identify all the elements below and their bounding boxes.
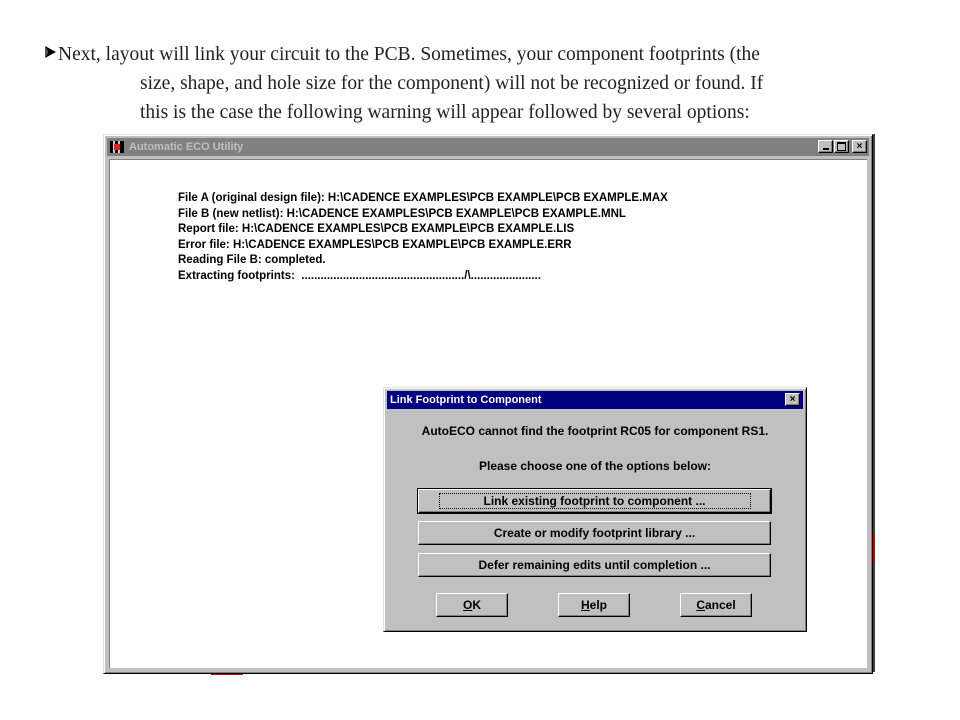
log-line-report-file: Report file: H:\CADENCE EXAMPLES\PCB EXAMPLE\PCB EXAMPLE.LIS <box>178 223 575 235</box>
ok-mnemonic: O <box>462 598 473 612</box>
dialog-titlebar[interactable] <box>387 391 803 409</box>
main-window-title: Automatic ECO Utility <box>129 141 244 153</box>
cancel-button[interactable] <box>680 593 752 617</box>
app-icon[interactable] <box>110 141 124 153</box>
caption-line-2: size, shape, and hole size for the component) will not be recognized or found. If <box>140 73 764 94</box>
caption-line-1: Next, layout will link your circuit to the PCB. Sometimes, your component footprints (the <box>58 44 760 65</box>
create-modify-library-button[interactable]: Create or modify footprint library ... <box>418 521 771 545</box>
cancel-label-rest: ancel <box>704 598 736 612</box>
link-footprint-dialog <box>383 387 807 632</box>
maximize-icon <box>837 142 846 151</box>
log-line-file-a: File A (original design file): H:\CADENCE EXAMPLES\PCB EXAMPLE\PCB EXAMPLE.MAX <box>178 192 668 204</box>
ok-label-rest: K <box>472 598 481 612</box>
log-line-reading-status: Reading File B: completed. <box>178 254 326 266</box>
dialog-message: AutoECO cannot find the footprint RC05 for component RS1. <box>421 424 769 438</box>
help-label-rest: elp <box>589 598 607 612</box>
close-icon: × <box>789 394 796 405</box>
cancel-mnemonic: C <box>696 598 705 612</box>
log-line-file-b: File B (new netlist): H:\CADENCE EXAMPLES\PCB EXAMPLE\PCB EXAMPLE.MNL <box>178 207 626 220</box>
close-button[interactable] <box>852 140 867 153</box>
dialog-prompt: Please choose one of the options below: <box>478 459 712 473</box>
dialog-close-button[interactable] <box>785 393 800 406</box>
main-window-titlebar[interactable] <box>107 138 869 156</box>
minimize-button[interactable] <box>818 140 833 153</box>
minimize-icon <box>823 148 829 150</box>
dialog-title: Link Footprint to Component <box>390 394 542 406</box>
close-icon: × <box>856 141 863 152</box>
log-text <box>178 191 668 284</box>
log-line-error-file: Error file: H:\CADENCE EXAMPLES\PCB EXAMPLE\PCB EXAMPLE.ERR <box>178 238 572 251</box>
link-existing-footprint-button[interactable] <box>418 489 771 513</box>
help-mnemonic: H <box>580 598 590 612</box>
background-window-edge <box>873 134 875 672</box>
log-line-extracting-footprints: Extracting footprints: .................................................../\...................... <box>178 269 541 282</box>
arrow-bullet-icon <box>44 40 57 69</box>
defer-edits-button[interactable]: Defer remaining edits until completion ... <box>418 553 771 577</box>
link-existing-footprint-label: Link existing footprint to component ... <box>439 493 751 509</box>
ok-button[interactable] <box>436 593 508 617</box>
maximize-button[interactable] <box>834 140 849 153</box>
caption-line-3: this is the case the following warning will appear followed by several options: <box>140 102 750 123</box>
help-button[interactable] <box>558 593 630 617</box>
